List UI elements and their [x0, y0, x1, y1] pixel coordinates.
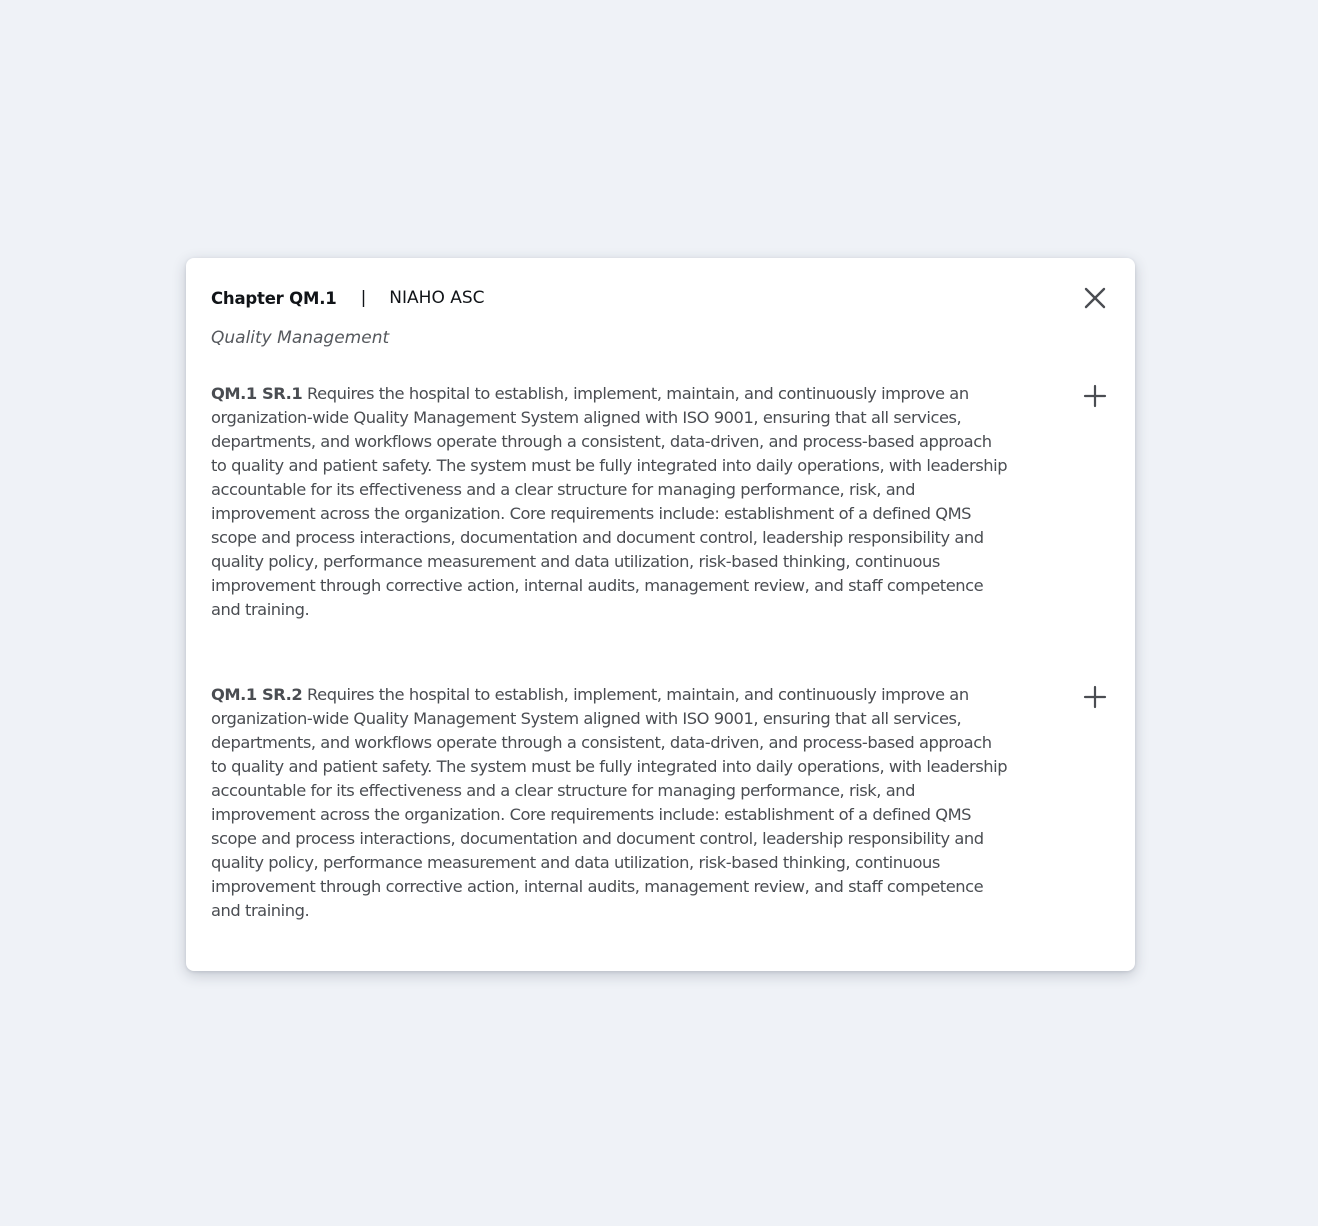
requirement-text: Requires the hospital to establish, implement, maintain, and continuously improve an organization-wide Quality Management System aligned with ISO 9001, ensuring that all services, departments, and workflows operate through a consistent, data-driven, and process-based approach to quality and patient safety. The system must be fully integrated into daily operations, with leadership accountable for its effectiveness and a clear structure for managing performance, risk, and improvement across the organization. Core requirements include: establishment of a defined QMS scope and process interactions, documentation and document control, leadership responsibility and quality policy, performance measurement and data utilization, risk-based thinking, continuous improvement through corrective action, internal audits, management review, and staff competence and training.: [211, 384, 1008, 619]
chapter-subtitle: Quality Management: [211, 328, 390, 348]
plus-icon[interactable]: [1083, 384, 1107, 408]
header-separator: |: [360, 288, 367, 308]
requirement-item: [211, 683, 1011, 923]
plus-icon[interactable]: [1083, 685, 1107, 709]
standard-source: NIAHO ASC: [389, 288, 485, 308]
requirement-code: QM.1 SR.1: [211, 384, 303, 403]
requirement-text: Requires the hospital to establish, implement, maintain, and continuously improve an organization-wide Quality Management System aligned with ISO 9001, ensuring that all services, departments, and workflows operate through a consistent, data-driven, and process-based approach to quality and patient safety. The system must be fully integrated into daily operations, with leadership accountable for its effectiveness and a clear structure for managing performance, risk, and improvement across the organization. Core requirements include: establishment of a defined QMS scope and process interactions, documentation and document control, leadership responsibility and quality policy, performance measurement and data utilization, risk-based thinking, continuous improvement through corrective action, internal audits, management review, and staff competence and training.: [211, 685, 1008, 920]
close-icon[interactable]: [1082, 285, 1108, 311]
modal-header: [211, 286, 485, 310]
requirement-code: QM.1 SR.2: [211, 685, 303, 704]
requirement-item: [211, 382, 1011, 622]
requirement-modal: [186, 258, 1135, 971]
chapter-title: Chapter QM.1: [211, 288, 337, 308]
